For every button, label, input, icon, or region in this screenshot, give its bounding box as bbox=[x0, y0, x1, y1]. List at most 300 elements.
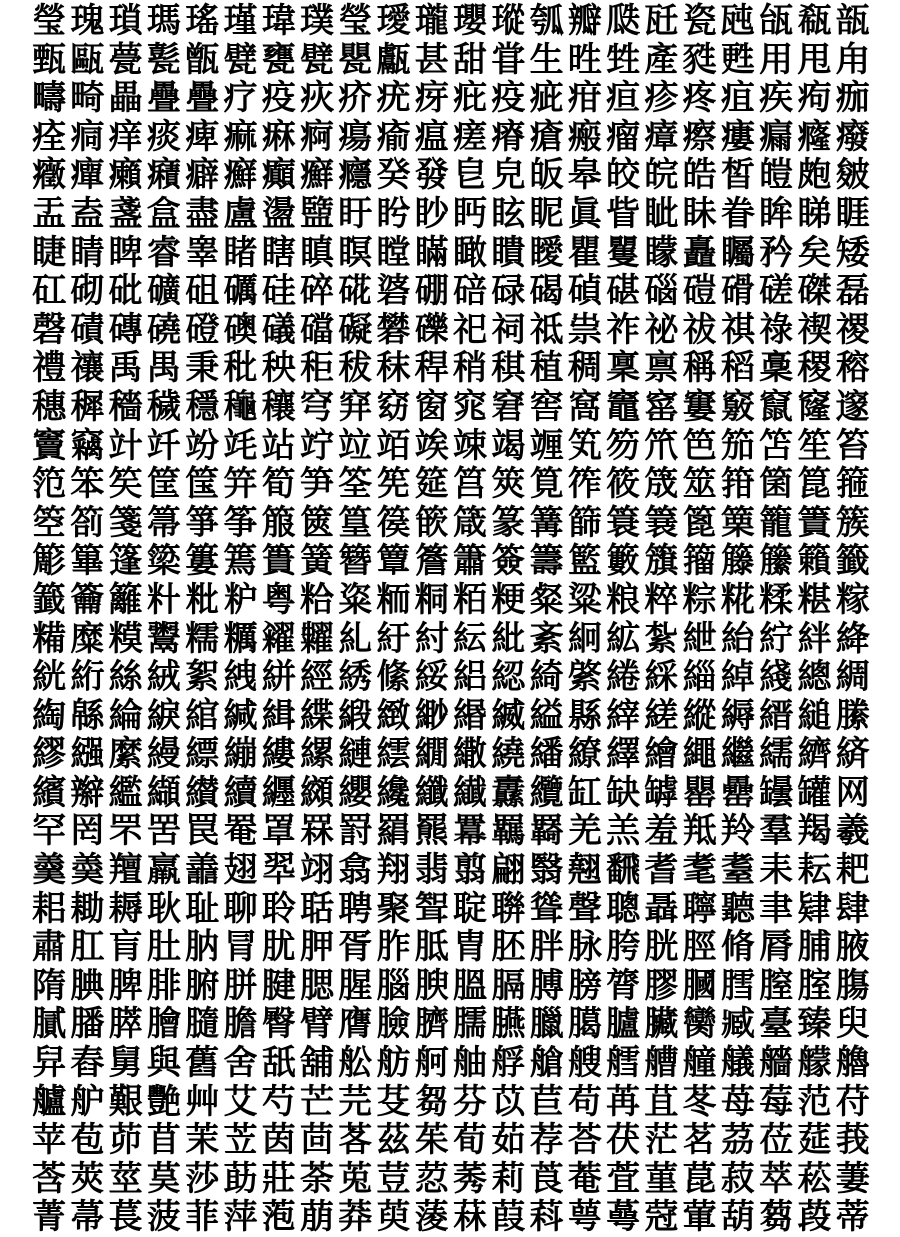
character-glyph: 簽 bbox=[491, 541, 526, 582]
character-glyph: 羣 bbox=[759, 811, 794, 852]
character-glyph: 艾 bbox=[223, 1081, 258, 1122]
character-glyph: 縺 bbox=[338, 734, 373, 775]
character-glyph: 眸 bbox=[759, 193, 794, 234]
character-glyph: 羌 bbox=[567, 811, 602, 852]
character-glyph: 癉 bbox=[70, 155, 105, 196]
character-glyph: 繹 bbox=[606, 734, 641, 775]
character-row bbox=[30, 851, 872, 890]
character-glyph: 繻 bbox=[759, 734, 794, 775]
character-glyph: 膾 bbox=[146, 1004, 181, 1045]
character-glyph: 紲 bbox=[682, 618, 717, 659]
character-glyph: 胄 bbox=[453, 927, 488, 968]
character-glyph: 穃 bbox=[835, 348, 870, 389]
character-glyph: 萓 bbox=[606, 1158, 641, 1199]
character-glyph: 砒 bbox=[108, 271, 143, 312]
character-glyph: 窈 bbox=[376, 386, 411, 427]
character-glyph: 莊 bbox=[261, 1158, 296, 1199]
character-glyph: 簇 bbox=[835, 502, 870, 543]
character-glyph: 舸 bbox=[414, 1043, 449, 1084]
character-row bbox=[30, 1160, 872, 1199]
character-glyph: 疢 bbox=[299, 78, 334, 119]
character-glyph: 耘 bbox=[797, 850, 832, 891]
character-row bbox=[30, 427, 872, 466]
character-glyph: 痊 bbox=[32, 116, 67, 157]
character-row bbox=[30, 774, 872, 813]
character-glyph: 糴 bbox=[261, 618, 296, 659]
character-glyph: 瑽 bbox=[491, 1, 526, 41]
character-glyph: 糶 bbox=[299, 618, 334, 659]
character-glyph: 矚 bbox=[720, 232, 755, 273]
character-glyph: 綸 bbox=[108, 695, 143, 736]
character-glyph: 睾 bbox=[185, 232, 220, 273]
character-glyph: 苣 bbox=[529, 1081, 564, 1122]
character-glyph: 皈 bbox=[529, 155, 564, 196]
character-glyph: 荀 bbox=[453, 1120, 488, 1161]
character-row bbox=[30, 658, 872, 697]
character-glyph: 萃 bbox=[759, 1158, 794, 1199]
character-glyph: 綢 bbox=[835, 657, 870, 698]
character-glyph: 簔 bbox=[644, 502, 679, 543]
character-glyph: 羃 bbox=[453, 811, 488, 852]
character-glyph: 臠 bbox=[682, 1004, 717, 1045]
character-glyph: 蒂 bbox=[835, 1197, 870, 1237]
character-glyph: 矼 bbox=[32, 271, 67, 312]
character-glyph: 笶 bbox=[108, 464, 143, 505]
character-glyph: 腋 bbox=[835, 927, 870, 968]
character-glyph: 隋 bbox=[32, 965, 67, 1006]
character-glyph: 甩 bbox=[797, 39, 832, 80]
character-glyph: 萸 bbox=[376, 1197, 411, 1237]
character-glyph: 粽 bbox=[682, 579, 717, 620]
character-glyph: 粃 bbox=[185, 579, 220, 620]
character-glyph: 葷 bbox=[682, 1197, 717, 1237]
character-glyph: 聰 bbox=[606, 888, 641, 929]
character-glyph: 癬 bbox=[223, 155, 258, 196]
character-glyph: 緻 bbox=[376, 695, 411, 736]
character-glyph: 舁 bbox=[32, 1043, 67, 1084]
character-glyph: 簟 bbox=[376, 541, 411, 582]
character-glyph: 菘 bbox=[797, 1158, 832, 1199]
character-glyph: 胝 bbox=[414, 927, 449, 968]
character-glyph: 甗 bbox=[376, 39, 411, 80]
character-glyph: 笙 bbox=[797, 425, 832, 466]
character-glyph: 矜 bbox=[759, 232, 794, 273]
character-glyph: 筵 bbox=[414, 464, 449, 505]
character-glyph: 膺 bbox=[338, 1004, 373, 1045]
character-glyph: 筴 bbox=[491, 464, 526, 505]
character-glyph: 纉 bbox=[185, 772, 220, 813]
character-glyph: 秬 bbox=[299, 348, 334, 389]
character-glyph: 范 bbox=[797, 1081, 832, 1122]
character-glyph: 艫 bbox=[32, 1081, 67, 1122]
character-glyph: 飜 bbox=[606, 850, 641, 891]
character-glyph: 网 bbox=[835, 772, 870, 813]
character-glyph: 瑪 bbox=[146, 1, 181, 41]
character-glyph: 紵 bbox=[759, 618, 794, 659]
character-glyph: 瞶 bbox=[491, 232, 526, 273]
character-glyph: 甖 bbox=[338, 39, 373, 80]
character-glyph: 瞞 bbox=[414, 232, 449, 273]
character-glyph: 粮 bbox=[606, 579, 641, 620]
character-glyph: 莢 bbox=[70, 1158, 105, 1199]
character-row bbox=[30, 1044, 872, 1083]
character-glyph: 膀 bbox=[567, 965, 602, 1006]
character-glyph: 癪 bbox=[146, 155, 181, 196]
character-glyph: 稙 bbox=[529, 348, 564, 389]
character-glyph: 莎 bbox=[185, 1158, 220, 1199]
character-glyph: 瞹 bbox=[529, 232, 564, 273]
character-glyph: 胱 bbox=[644, 927, 679, 968]
character-glyph: 絣 bbox=[261, 657, 296, 698]
character-row bbox=[30, 272, 872, 311]
character-glyph: 眥 bbox=[606, 193, 641, 234]
character-glyph: 睥 bbox=[108, 232, 143, 273]
character-glyph: 蒭 bbox=[759, 1197, 794, 1237]
character-glyph: 窿 bbox=[797, 386, 832, 427]
character-glyph: 聿 bbox=[759, 888, 794, 929]
character-glyph: 笋 bbox=[299, 464, 334, 505]
character-glyph: 疊 bbox=[185, 78, 220, 119]
character-glyph: 莉 bbox=[491, 1158, 526, 1199]
character-glyph: 舅 bbox=[108, 1043, 143, 1084]
character-glyph: 竍 bbox=[108, 425, 143, 466]
character-glyph: 磬 bbox=[32, 309, 67, 350]
character-glyph: 苜 bbox=[146, 1120, 181, 1161]
character-glyph: 罧 bbox=[299, 811, 334, 852]
character-glyph: 縲 bbox=[299, 734, 334, 775]
character-glyph: 縒 bbox=[644, 695, 679, 736]
character-glyph: 繽 bbox=[32, 772, 67, 813]
character-glyph: 瑣 bbox=[108, 1, 143, 41]
character-glyph: 疳 bbox=[567, 78, 602, 119]
character-row bbox=[30, 1121, 872, 1160]
character-glyph: 穩 bbox=[185, 386, 220, 427]
character-glyph: 茗 bbox=[682, 1120, 717, 1161]
character-row bbox=[30, 388, 872, 427]
character-glyph: 筐 bbox=[146, 464, 181, 505]
character-glyph: 罌 bbox=[682, 772, 717, 813]
character-glyph: 罍 bbox=[720, 772, 755, 813]
character-glyph: 絋 bbox=[606, 618, 641, 659]
character-glyph: 聶 bbox=[644, 888, 679, 929]
character-glyph: 罎 bbox=[759, 772, 794, 813]
character-glyph: 聢 bbox=[453, 888, 488, 929]
character-glyph: 甑 bbox=[185, 39, 220, 80]
character-glyph: 痒 bbox=[108, 116, 143, 157]
character-glyph: 萇 bbox=[108, 1197, 143, 1237]
character-glyph: 硼 bbox=[414, 271, 449, 312]
character-glyph: 瞠 bbox=[376, 232, 411, 273]
character-glyph: 聒 bbox=[299, 888, 334, 929]
character-glyph: 菻 bbox=[453, 1197, 488, 1237]
character-glyph: 瑩 bbox=[32, 1, 67, 41]
character-glyph: 繖 bbox=[453, 734, 488, 775]
character-glyph: 蕚 bbox=[606, 1197, 641, 1237]
character-glyph: 砠 bbox=[185, 271, 220, 312]
character-glyph: 磧 bbox=[70, 309, 105, 350]
character-glyph: 笘 bbox=[759, 425, 794, 466]
character-glyph: 粨 bbox=[453, 579, 488, 620]
character-glyph: 疹 bbox=[644, 78, 679, 119]
character-glyph: 肭 bbox=[185, 927, 220, 968]
character-glyph: 艱 bbox=[108, 1081, 143, 1122]
character-glyph: 莓 bbox=[759, 1081, 794, 1122]
character-glyph: 疪 bbox=[453, 78, 488, 119]
character-glyph: 萠 bbox=[299, 1197, 334, 1237]
character-glyph: 粡 bbox=[414, 579, 449, 620]
character-glyph: 癈 bbox=[835, 116, 870, 157]
character-glyph: 稘 bbox=[491, 348, 526, 389]
character-glyph: 癥 bbox=[32, 155, 67, 196]
character-glyph: 辮 bbox=[70, 772, 105, 813]
character-glyph: 痂 bbox=[835, 78, 870, 119]
character-glyph: 硅 bbox=[261, 271, 296, 312]
character-glyph: 膩 bbox=[32, 1004, 67, 1045]
character-glyph: 癸 bbox=[376, 155, 411, 196]
character-glyph: 羂 bbox=[376, 811, 411, 852]
character-glyph: 縹 bbox=[185, 734, 220, 775]
character-glyph: 甕 bbox=[261, 39, 296, 80]
character-glyph: 礙 bbox=[338, 309, 373, 350]
character-glyph: 脣 bbox=[759, 927, 794, 968]
character-glyph: 粹 bbox=[644, 579, 679, 620]
character-glyph: 瑩 bbox=[338, 1, 373, 41]
character-glyph: 羈 bbox=[491, 811, 526, 852]
character-glyph: 疨 bbox=[414, 78, 449, 119]
character-row bbox=[30, 195, 872, 234]
character-glyph: 胛 bbox=[299, 927, 334, 968]
character-glyph: 荳 bbox=[376, 1158, 411, 1199]
character-glyph: 臟 bbox=[644, 1004, 679, 1045]
character-glyph: 穗 bbox=[32, 386, 67, 427]
character-glyph: 罐 bbox=[797, 772, 832, 813]
character-glyph: 耿 bbox=[146, 888, 181, 929]
character-glyph: 粳 bbox=[491, 579, 526, 620]
character-glyph: 羝 bbox=[682, 811, 717, 852]
character-glyph: 罅 bbox=[644, 772, 679, 813]
character-glyph: 耒 bbox=[759, 850, 794, 891]
character-glyph: 萋 bbox=[835, 1158, 870, 1199]
character-glyph: 臧 bbox=[720, 1004, 755, 1045]
character-glyph: 籃 bbox=[567, 541, 602, 582]
character-glyph: 祓 bbox=[682, 309, 717, 350]
character-glyph: 窗 bbox=[414, 386, 449, 427]
character-glyph: 葮 bbox=[797, 1197, 832, 1237]
character-glyph: 瓩 bbox=[644, 1, 679, 41]
character-glyph: 皃 bbox=[491, 155, 526, 196]
character-glyph: 碣 bbox=[529, 271, 564, 312]
character-glyph: 生 bbox=[529, 39, 564, 80]
character-glyph: 罕 bbox=[32, 811, 67, 852]
character-glyph: 穉 bbox=[70, 386, 105, 427]
character-glyph: 聽 bbox=[720, 888, 755, 929]
character-glyph: 皴 bbox=[835, 155, 870, 196]
character-glyph: 疸 bbox=[606, 78, 641, 119]
character-row bbox=[30, 697, 872, 736]
character-glyph: 糯 bbox=[185, 618, 220, 659]
character-glyph: 茵 bbox=[261, 1120, 296, 1161]
character-glyph: 與 bbox=[146, 1043, 181, 1084]
character-glyph: 腴 bbox=[414, 965, 449, 1006]
character-glyph: 聘 bbox=[338, 888, 373, 929]
character-glyph: 眛 bbox=[682, 193, 717, 234]
character-glyph: 繞 bbox=[491, 734, 526, 775]
character-glyph: 舩 bbox=[338, 1043, 373, 1084]
character-glyph: 竡 bbox=[376, 425, 411, 466]
character-glyph: 舫 bbox=[376, 1043, 411, 1084]
character-glyph: 聆 bbox=[261, 888, 296, 929]
character-glyph: 聳 bbox=[529, 888, 564, 929]
character-glyph: 穹 bbox=[299, 386, 334, 427]
character-glyph: 瞎 bbox=[261, 232, 296, 273]
character-glyph: 舖 bbox=[299, 1043, 334, 1084]
character-glyph: 菲 bbox=[185, 1197, 220, 1237]
character-glyph: 臉 bbox=[376, 1004, 411, 1045]
character-glyph: 皓 bbox=[682, 155, 717, 196]
character-glyph: 臍 bbox=[414, 1004, 449, 1045]
character-glyph: 眄 bbox=[453, 193, 488, 234]
character-glyph: 瞿 bbox=[567, 232, 602, 273]
character-glyph: 茹 bbox=[491, 1120, 526, 1161]
character-glyph: 翊 bbox=[299, 850, 334, 891]
character-glyph: 羔 bbox=[606, 811, 641, 852]
character-glyph: 矣 bbox=[797, 232, 832, 273]
character-glyph: 荐 bbox=[529, 1120, 564, 1161]
character-glyph: 紮 bbox=[644, 618, 679, 659]
character-glyph: 腱 bbox=[261, 965, 296, 1006]
character-glyph: 膕 bbox=[682, 965, 717, 1006]
character-glyph: 竚 bbox=[299, 425, 334, 466]
character-glyph: 羹 bbox=[32, 850, 67, 891]
character-glyph: 萍 bbox=[223, 1197, 258, 1237]
character-glyph: 綏 bbox=[414, 657, 449, 698]
character-glyph: 疗 bbox=[223, 78, 258, 119]
character-glyph: 胚 bbox=[491, 927, 526, 968]
character-glyph: 筺 bbox=[185, 464, 220, 505]
character-glyph: 窶 bbox=[682, 386, 717, 427]
character-glyph: 綺 bbox=[529, 657, 564, 698]
character-glyph: 苞 bbox=[70, 1120, 105, 1161]
character-glyph: 痺 bbox=[185, 116, 220, 157]
character-glyph: 莟 bbox=[32, 1158, 67, 1199]
character-row bbox=[30, 620, 872, 659]
character-glyph: 皰 bbox=[797, 155, 832, 196]
character-glyph: 甤 bbox=[682, 39, 717, 80]
character-glyph: 糲 bbox=[223, 618, 258, 659]
character-glyph: 萢 bbox=[261, 1197, 296, 1237]
character-glyph: 竦 bbox=[453, 425, 488, 466]
character-glyph: 痳 bbox=[261, 116, 296, 157]
character-glyph: 筧 bbox=[529, 464, 564, 505]
character-glyph: 粤 bbox=[261, 579, 296, 620]
character-glyph: 璦 bbox=[376, 1, 411, 41]
character-glyph: 筱 bbox=[606, 464, 641, 505]
character-row bbox=[30, 928, 872, 967]
character-glyph: 籐 bbox=[720, 541, 755, 582]
character-glyph: 菴 bbox=[567, 1158, 602, 1199]
character-glyph: 瘟 bbox=[414, 116, 449, 157]
character-glyph: 痰 bbox=[146, 116, 181, 157]
character-glyph: 羲 bbox=[835, 811, 870, 852]
character-glyph: 皋 bbox=[567, 155, 602, 196]
character-glyph: 絽 bbox=[453, 657, 488, 698]
character-glyph: 蒄 bbox=[644, 1197, 679, 1237]
character-glyph: 耨 bbox=[108, 888, 143, 929]
character-glyph: 縵 bbox=[146, 734, 181, 775]
character-glyph: 竈 bbox=[606, 386, 641, 427]
character-glyph: 筍 bbox=[261, 464, 296, 505]
character-glyph: 翆 bbox=[261, 850, 296, 891]
character-glyph: 耻 bbox=[185, 888, 220, 929]
character-glyph: 矮 bbox=[835, 232, 870, 273]
character-glyph: 緇 bbox=[682, 657, 717, 698]
character-glyph: 縻 bbox=[108, 734, 143, 775]
character-glyph: 繦 bbox=[70, 734, 105, 775]
character-glyph: 臘 bbox=[529, 1004, 564, 1045]
character-glyph: 筅 bbox=[376, 464, 411, 505]
character-glyph: 簣 bbox=[261, 541, 296, 582]
character-glyph: 艢 bbox=[759, 1043, 794, 1084]
character-glyph: 翩 bbox=[491, 850, 526, 891]
character-glyph: 繧 bbox=[376, 734, 411, 775]
character-glyph: 筝 bbox=[223, 502, 258, 543]
character-glyph: 荼 bbox=[299, 1158, 334, 1199]
character-glyph: 萪 bbox=[529, 1197, 564, 1237]
character-glyph: 胼 bbox=[223, 965, 258, 1006]
character-glyph: 稍 bbox=[453, 348, 488, 389]
character-glyph: 簀 bbox=[797, 502, 832, 543]
character-glyph: 簫 bbox=[453, 541, 488, 582]
character-glyph: 篌 bbox=[376, 502, 411, 543]
character-glyph: 竅 bbox=[720, 386, 755, 427]
character-glyph: 肬 bbox=[261, 927, 296, 968]
character-glyph: 舳 bbox=[453, 1043, 488, 1084]
character-glyph: 紜 bbox=[453, 618, 488, 659]
character-glyph: 荅 bbox=[567, 1120, 602, 1161]
character-glyph: 苒 bbox=[606, 1081, 641, 1122]
character-glyph: 簍 bbox=[185, 541, 220, 582]
character-glyph: 芒 bbox=[299, 1081, 334, 1122]
character-glyph: 竓 bbox=[223, 425, 258, 466]
character-glyph: 罨 bbox=[223, 811, 258, 852]
character-glyph: 缸 bbox=[567, 772, 602, 813]
character-glyph: 膵 bbox=[108, 1004, 143, 1045]
character-glyph: 睛 bbox=[70, 232, 105, 273]
character-glyph: 纜 bbox=[529, 772, 564, 813]
character-glyph: 臙 bbox=[491, 1004, 526, 1045]
character-glyph: 膽 bbox=[223, 1004, 258, 1045]
character-glyph: 禝 bbox=[835, 309, 870, 350]
character-glyph: 甪 bbox=[835, 39, 870, 80]
character-glyph: 礦 bbox=[146, 271, 181, 312]
character-glyph: 冐 bbox=[223, 927, 258, 968]
character-glyph: 筥 bbox=[453, 464, 488, 505]
character-glyph: 窕 bbox=[453, 386, 488, 427]
character-glyph: 粢 bbox=[338, 579, 373, 620]
character-glyph: 艸 bbox=[185, 1081, 220, 1122]
character-glyph: 糒 bbox=[32, 618, 67, 659]
character-glyph: 粫 bbox=[376, 579, 411, 620]
character-glyph: 秣 bbox=[376, 348, 411, 389]
character-glyph: 箏 bbox=[185, 502, 220, 543]
character-glyph: 磊 bbox=[835, 271, 870, 312]
character-glyph: 翹 bbox=[567, 850, 602, 891]
character-glyph: 篥 bbox=[720, 502, 755, 543]
character-glyph: 脛 bbox=[682, 927, 717, 968]
character-glyph: 癮 bbox=[338, 155, 373, 196]
character-glyph: 繪 bbox=[644, 734, 679, 775]
character-glyph: 繙 bbox=[529, 734, 564, 775]
